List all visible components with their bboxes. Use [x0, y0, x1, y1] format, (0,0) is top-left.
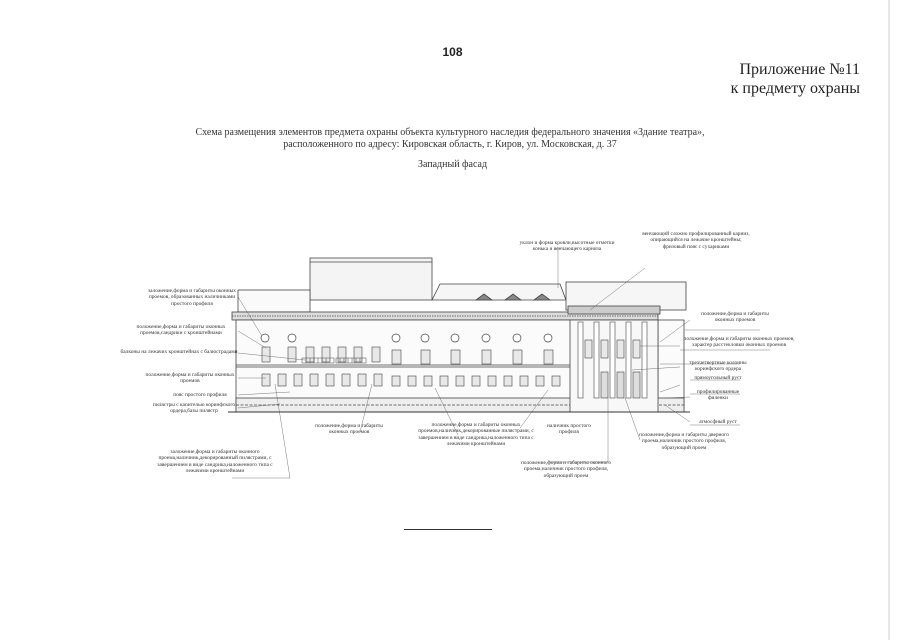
- appendix-line-1: Приложение №11: [739, 61, 860, 78]
- annotation-mid-3: наличник простого профиля: [547, 423, 591, 436]
- roof-volume: [310, 258, 432, 300]
- annotation-roof: уклон и форма кровли,высотные отметки конька и венчающего карниза: [519, 240, 615, 253]
- annotation-mid-1: положение,форма и габариты оконных проемов: [315, 423, 383, 436]
- annotation-left-1: заложение,форма и габариты оконных проемов, образованных наличниками простого профиля: [148, 288, 236, 307]
- annotation-right-bottom: положение,форма и габариты дверного проема,наличник простого профиля, образующий проем: [639, 432, 729, 451]
- annotation-left-6: пилястры с капителью коринфского ордера,базы пилястр: [152, 402, 236, 415]
- annotation-right-6: атмосфный руст: [699, 419, 737, 425]
- annotation-left-2: положение,форма и габариты оконных проемов,сандрики с кронштейнами: [136, 324, 226, 337]
- appendix-line-2: к предмету охраны: [730, 80, 860, 97]
- scheme-title-line-2: расположенного по адресу: Кировская область, г. Киров, ул. Московская, д. 37: [283, 139, 617, 150]
- annotation-cornice: венчающий сложно профилированный карниз, опирающийся на лежачие кронштейны; фризовый пояс с сухариками: [642, 231, 750, 250]
- annotation-mid-bottom: положение,форма и габариты оконного проема,наличник простого профиля, образующий проем: [520, 460, 612, 479]
- scheme-title-line-1: Схема размещения элементов предмета охраны объекта культурного наследия федерального значения «Здание театра»,: [195, 127, 705, 138]
- annotation-right-1: положение,форма и габариты оконных проемов: [701, 311, 769, 324]
- annotation-right-5: профилированные филенки: [696, 389, 740, 402]
- annotation-left-4: положение,форма и габариты оконных проемов: [145, 372, 235, 385]
- page-number: 108: [442, 45, 463, 59]
- annotation-right-2: положение,форма и габариты оконных проемов, характер расстекловки оконных проемов: [683, 336, 795, 349]
- annotation-left-bottom: заложение,форма и габариты оконного проема,наличник,декорированный пилястрами, с завершением в виде сандрика,наложенного типа с лежачими кронштейнами: [157, 449, 273, 474]
- annotation-left-3: балконы на лежачих кронштейнах с балюстрадами: [120, 349, 238, 355]
- annotation-left-5: пояс простого профиля: [173, 392, 227, 398]
- annotation-right-3: трехчетвертные колонны коринфского ордера: [689, 360, 747, 373]
- annotation-right-4: прямоугольный руст: [694, 375, 742, 381]
- annotation-mid-2: положение,форма и габариты оконных проемов,наличник,декорированные пилястрами, с завершением в виде сандрика,наложенного типа с лежачими кронштейнами: [418, 422, 534, 447]
- bottom-rule: [404, 529, 492, 530]
- facade-subtitle: Западный фасад: [417, 159, 488, 170]
